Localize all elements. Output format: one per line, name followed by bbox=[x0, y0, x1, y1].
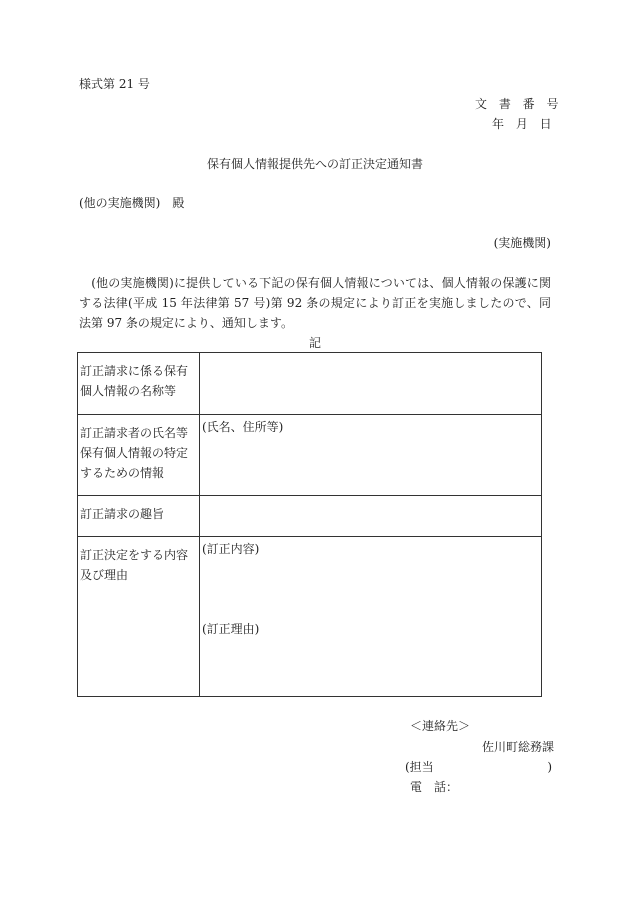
table-row bbox=[78, 353, 542, 415]
row-label-decision: 訂正決定をする内容及び理由 bbox=[78, 537, 200, 697]
contact-department: 佐川町総務課 bbox=[482, 740, 555, 754]
row-value-requester: (氏名、住所等) bbox=[200, 415, 542, 496]
document-number-label: 文 書 番 号 bbox=[475, 97, 563, 111]
document-title: 保有個人情報提供先への訂正決定通知書 bbox=[206, 157, 423, 171]
contact-person-close: ) bbox=[547, 760, 552, 774]
document-date-label: 年 月 日 bbox=[492, 117, 556, 131]
row-value-info-name bbox=[200, 353, 542, 415]
table-row bbox=[78, 537, 542, 697]
contact-person bbox=[405, 760, 552, 774]
table-row bbox=[78, 496, 542, 537]
contact-heading: ＜連絡先＞ bbox=[410, 719, 471, 733]
body-text: (他の実施機関)に提供している下記の保有個人情報については、個人情報の保護に関する法律(平成 15 年法律第 57 号)第 92 条の規定により訂正を実施しましたので、同法第 97 条の規定により、通知します。 bbox=[79, 276, 551, 330]
row-label-info-name: 訂正請求に係る保有個人情報の名称等 bbox=[78, 353, 200, 415]
contact-person-open: (担当 bbox=[405, 760, 434, 774]
form-number: 様式第 21 号 bbox=[79, 77, 150, 91]
table-row bbox=[78, 415, 542, 496]
correction-reason-label: (訂正理由) bbox=[202, 622, 260, 636]
body-paragraph bbox=[79, 273, 551, 333]
row-label-requester: 訂正請求者の氏名等保有個人情報の特定するための情報 bbox=[78, 415, 200, 496]
row-value-purpose bbox=[200, 496, 542, 537]
ki-heading: 記 bbox=[308, 336, 321, 350]
sender: (実施機関) bbox=[493, 236, 551, 250]
addressee: (他の実施機関) 殿 bbox=[79, 196, 185, 210]
correction-content-label: (訂正内容) bbox=[202, 542, 260, 556]
row-value-decision bbox=[200, 537, 542, 697]
contact-phone: 電 話： bbox=[410, 780, 459, 794]
details-table bbox=[77, 352, 542, 697]
row-label-purpose: 訂正請求の趣旨 bbox=[78, 496, 200, 537]
